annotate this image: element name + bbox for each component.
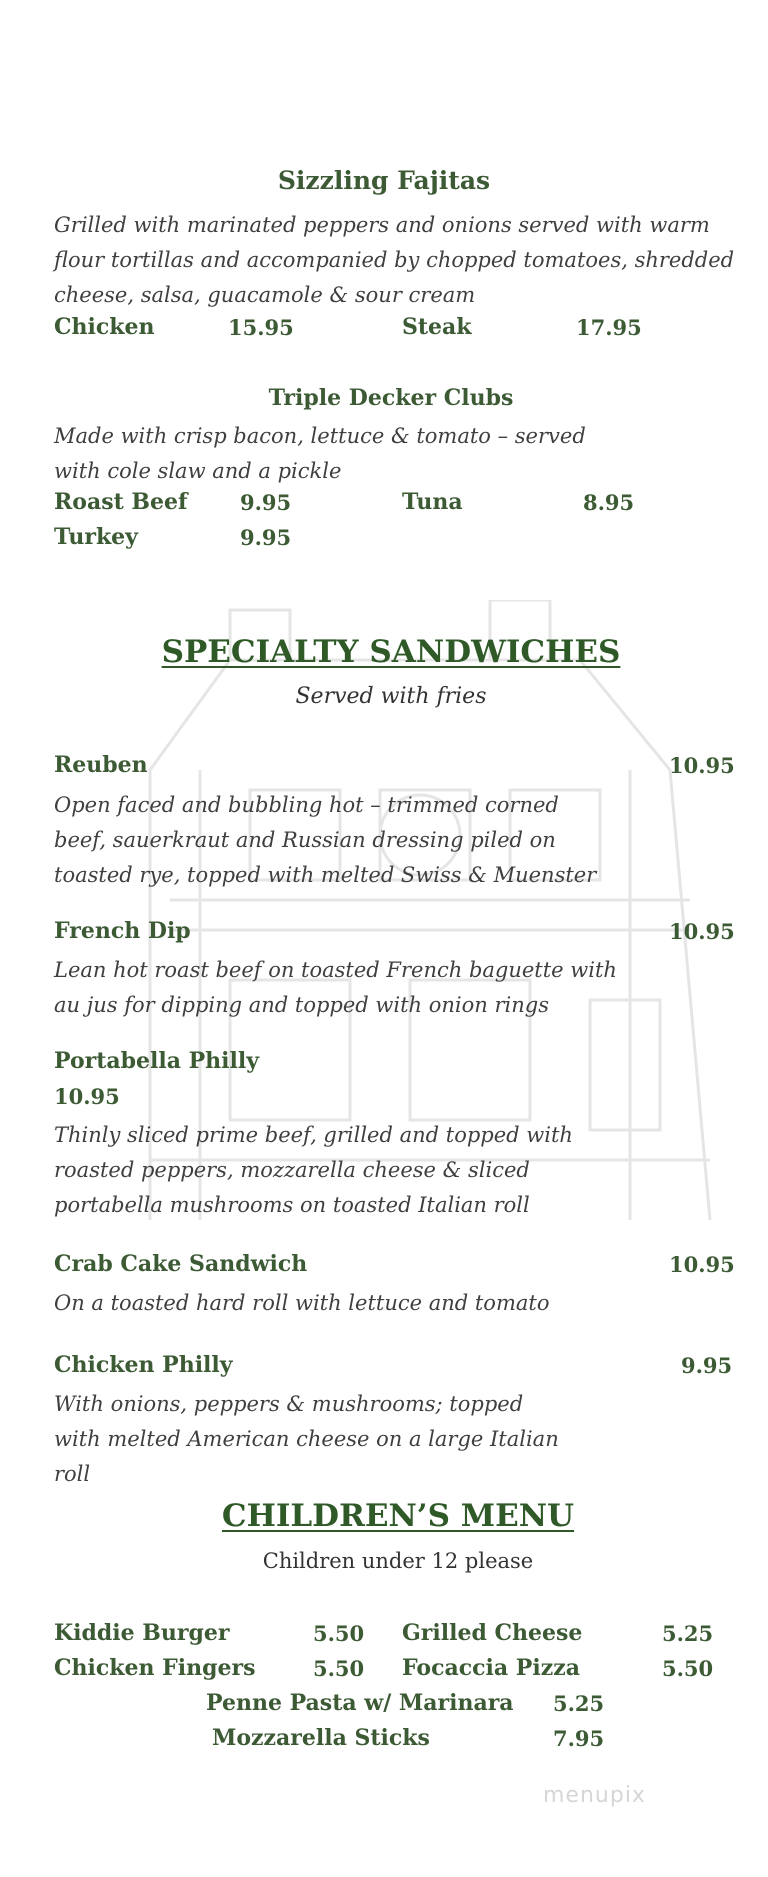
- clubs-item-name: Tuna: [402, 489, 463, 515]
- clubs-description: Made with crisp bacon, lettuce & tomato – served with cole slaw and a pickle: [54, 424, 586, 483]
- menupix-watermark: menupix: [543, 1783, 646, 1808]
- children-subtitle: Children under 12 please: [262, 1549, 534, 1573]
- kids-item-price: 7.95: [553, 1726, 605, 1751]
- sandwich-name: Chicken Philly: [54, 1352, 233, 1378]
- sandwich-name: Crab Cake Sandwich: [54, 1251, 308, 1277]
- sandwich-price: 10.95: [669, 919, 735, 944]
- sandwich-price: 9.95: [681, 1353, 733, 1378]
- fajitas-item-price: 17.95: [576, 315, 642, 340]
- kids-item-name: Grilled Cheese: [402, 1620, 583, 1646]
- clubs-item-price: 9.95: [240, 490, 292, 515]
- kids-item-name: Chicken Fingers: [54, 1655, 256, 1681]
- fajitas-description: Grilled with marinated peppers and onions served with warm flour tortillas and accompanied by chopped tomatoes, shredded cheese, salsa, guacamole & sour cream: [54, 213, 735, 307]
- sandwich-name: Portabella Philly: [54, 1048, 260, 1074]
- fajitas-item-name: Steak: [402, 314, 472, 340]
- clubs-item-name: Turkey: [54, 524, 138, 550]
- specialty-subtitle: Served with fries: [295, 684, 487, 709]
- kids-item-name: Kiddie Burger: [54, 1620, 230, 1646]
- clubs-item-price: 9.95: [240, 525, 292, 550]
- sandwich-description: Open faced and bubbling hot – trimmed corned beef, sauerkraut and Russian dressing piled on toasted rye, topped with melted Swiss & Muenster: [54, 793, 597, 887]
- clubs-item-price: 8.95: [583, 490, 635, 515]
- sandwich-name: Reuben: [54, 752, 148, 778]
- sandwich-description: With onions, peppers & mushrooms; topped with melted American cheese on a large Italian roll: [54, 1392, 559, 1486]
- sandwich-name: French Dip: [54, 918, 191, 944]
- sandwich-description: Thinly sliced prime beef, grilled and topped with roasted peppers, mozzarella cheese & sliced portabella mushrooms on toasted Italian roll: [54, 1123, 573, 1217]
- kids-item-price: 5.50: [313, 1621, 365, 1646]
- fajitas-title: Sizzling Fajitas: [277, 166, 491, 195]
- clubs-title: Triple Decker Clubs: [268, 385, 514, 411]
- kids-item-price: 5.50: [662, 1656, 714, 1681]
- sandwich-description: On a toasted hard roll with lettuce and tomato: [54, 1291, 550, 1315]
- sandwich-price: 10.95: [54, 1084, 120, 1109]
- sandwich-price: 10.95: [669, 1252, 735, 1277]
- kids-item-name: Mozzarella Sticks: [212, 1725, 430, 1751]
- kids-item-price: 5.25: [553, 1691, 605, 1716]
- kids-item-price: 5.25: [662, 1621, 714, 1646]
- fajitas-item-price: 15.95: [228, 315, 294, 340]
- sandwich-description: Lean hot roast beef on toasted French baguette with au jus for dipping and topped with onion rings: [54, 958, 617, 1017]
- kids-item-price: 5.50: [313, 1656, 365, 1681]
- specialty-heading: SPECIALTY SANDWICHES: [161, 634, 621, 670]
- children-heading: CHILDREN’S MENU: [221, 1498, 575, 1534]
- clubs-item-name: Roast Beef: [54, 489, 188, 515]
- fajitas-item-name: Chicken: [54, 314, 155, 340]
- sandwich-price: 10.95: [669, 753, 735, 778]
- kids-item-name: Penne Pasta w/ Marinara: [206, 1690, 514, 1716]
- kids-item-name: Focaccia Pizza: [402, 1655, 580, 1681]
